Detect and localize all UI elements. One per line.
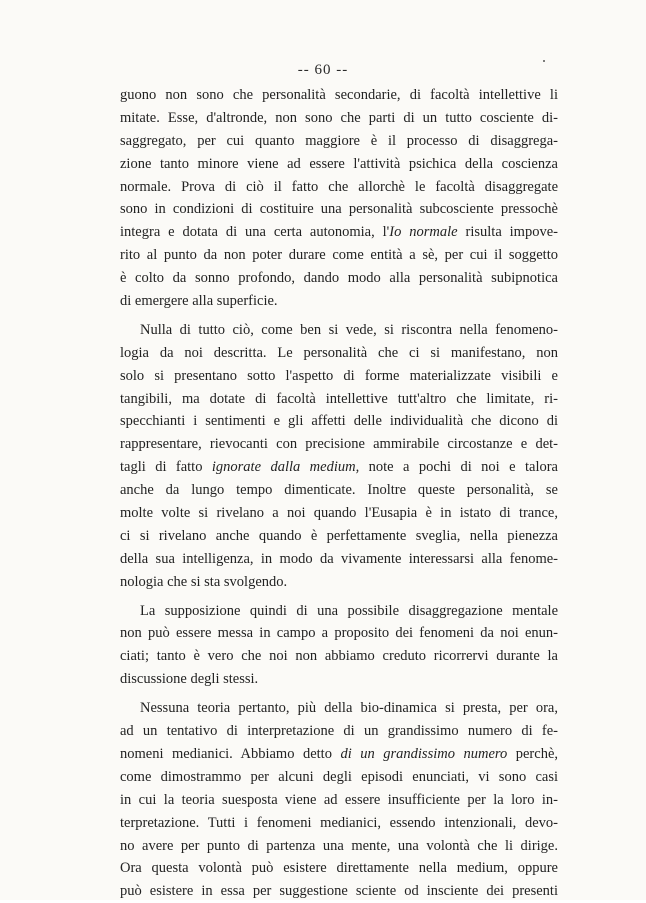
text-line — [120, 548, 558, 571]
text-line — [120, 789, 558, 812]
text-line — [120, 342, 558, 365]
line-text: perchè, — [507, 745, 558, 762]
text-line — [120, 697, 558, 720]
paragraph — [120, 84, 558, 313]
text-line — [120, 153, 558, 176]
text-line — [120, 319, 558, 342]
line-text: risulta impove- — [457, 224, 558, 241]
line-text: tangibili, ma dotate di facoltà intellettive tutt'altro che limitate, ri- — [120, 390, 558, 407]
line-text: può esistere in essa per suggestione sciente od insciente dei presenti — [120, 883, 558, 900]
line-text: Nessuna teoria pertanto, più della bio-dinamica si presta, per ora, — [140, 700, 558, 717]
line-text: note a pochi di noi e talora — [359, 459, 558, 476]
line-text: tagli di fatto — [120, 459, 212, 476]
text-line — [120, 456, 558, 479]
paragraph — [120, 319, 558, 594]
text-line — [120, 668, 558, 691]
line-text: ciati; tanto è vero che noi non abbiamo creduto ricorrervi durante la — [120, 648, 558, 665]
text-line — [120, 479, 558, 502]
text-line — [120, 857, 558, 880]
text-line — [120, 502, 558, 525]
text-line — [120, 244, 558, 267]
line-text: Nulla di tutto ciò, come ben si vede, si riscontra nella fenomeno- — [140, 321, 558, 338]
line-text: no avere per punto di partenza una mente, una volontà che li dirige. — [120, 837, 558, 854]
text-line — [120, 130, 558, 153]
line-text: come dimostrammo per alcuni degli episodi enunciati, vi sono casi — [120, 768, 558, 785]
text-line — [120, 835, 558, 858]
text-line — [120, 198, 558, 221]
text-line — [120, 365, 558, 388]
line-text: specchianti i sentimenti e gli affetti delle individualità che dicono di — [120, 413, 558, 430]
italic-phrase: ignorate dalla medium, — [211, 459, 360, 476]
text-line — [120, 290, 558, 313]
line-text: non può essere messa in campo a proposito dei fenomeni da noi enun- — [120, 625, 558, 642]
text-line — [120, 766, 558, 789]
line-text: della sua intelligenza, in modo da vivamente interessarsi alla fenome- — [120, 550, 558, 567]
text-line — [120, 571, 558, 594]
line-text: saggregato, per cui quanto maggiore è il processo di disaggrega- — [120, 132, 558, 149]
italic-phrase: Io normale — [389, 224, 458, 241]
line-text: sono in condizioni di costituire una personalità subcosciente pressochè — [120, 201, 558, 218]
page-number: -- 60 -- — [297, 62, 349, 78]
paragraph — [120, 600, 558, 692]
line-text: normale. Prova di ciò il fatto che allorchè le facoltà disaggregate — [120, 178, 558, 195]
line-text: integra e dotata di una certa autonomia, l' — [120, 224, 390, 241]
line-text: discussione degli stessi. — [120, 671, 259, 688]
text-line — [120, 221, 558, 244]
text-line — [120, 812, 558, 835]
line-text: ci si rivelano anche quando è perfettamente sveglia, nella pienezza — [120, 527, 558, 544]
text-line — [120, 622, 558, 645]
text-line — [120, 84, 558, 107]
italic-phrase: di un grandissimo numero — [340, 745, 508, 762]
text-line — [120, 267, 558, 290]
text-line — [120, 410, 558, 433]
line-text: terpretazione. Tutti i fenomeni medianici, essendo intenzionali, devo- — [120, 814, 558, 831]
line-text: logia da noi descritta. Le personalità che ci si manifestano, non — [120, 344, 558, 361]
line-text: è colto da sonno profondo, dando modo alla personalità subipnotica — [120, 270, 558, 287]
text-line — [120, 645, 558, 668]
text-line — [120, 388, 558, 411]
line-text: guono non sono che personalità secondarie, di facoltà intellettive li — [120, 87, 558, 103]
line-text: zione tanto minore viene ad essere l'attività psichica della coscienza — [120, 155, 558, 172]
line-text: nomeni medianici. Abbiamo detto — [120, 745, 341, 762]
line-text: rappresentare, rievocanti con precisione ammirabile circostanze e det- — [120, 436, 558, 453]
text-line — [120, 743, 558, 766]
line-text: Ora questa volontà può esistere direttamente nella medium, oppure — [120, 860, 558, 877]
line-text: anche da lungo tempo dimenticate. Inoltre queste personalità, se — [120, 482, 558, 499]
line-text: solo si presentano sotto l'aspetto di forme materializzate visibili e — [120, 367, 558, 384]
line-text: nologia che si sta svolgendo. — [120, 573, 288, 590]
line-text: di emergere alla superficie. — [120, 293, 278, 310]
body-text — [120, 84, 558, 903]
print-speck — [543, 60, 545, 62]
line-text: in cui la teoria suesposta viene ad essere insufficiente per la loro in- — [120, 791, 558, 808]
text-line — [120, 107, 558, 130]
line-text: molte volte si rivelano a noi quando l'Eusapia è in istato di trance, — [120, 505, 558, 522]
text-line — [120, 600, 558, 623]
line-text: mitate. Esse, d'altronde, non sono che parti di un tutto cosciente di- — [120, 109, 558, 126]
paragraph — [120, 697, 558, 903]
text-line — [120, 720, 558, 743]
line-text: ad un tentativo di interpretazione di un grandissimo numero di fe- — [120, 723, 558, 740]
text-line — [120, 525, 558, 548]
text-line — [120, 176, 558, 199]
line-text: La supposizione quindi di una possibile disaggregazione mentale — [140, 602, 558, 619]
text-line — [120, 433, 558, 456]
line-text: rito al punto da non poter durare come entità a sè, per cui il soggetto — [120, 247, 558, 264]
